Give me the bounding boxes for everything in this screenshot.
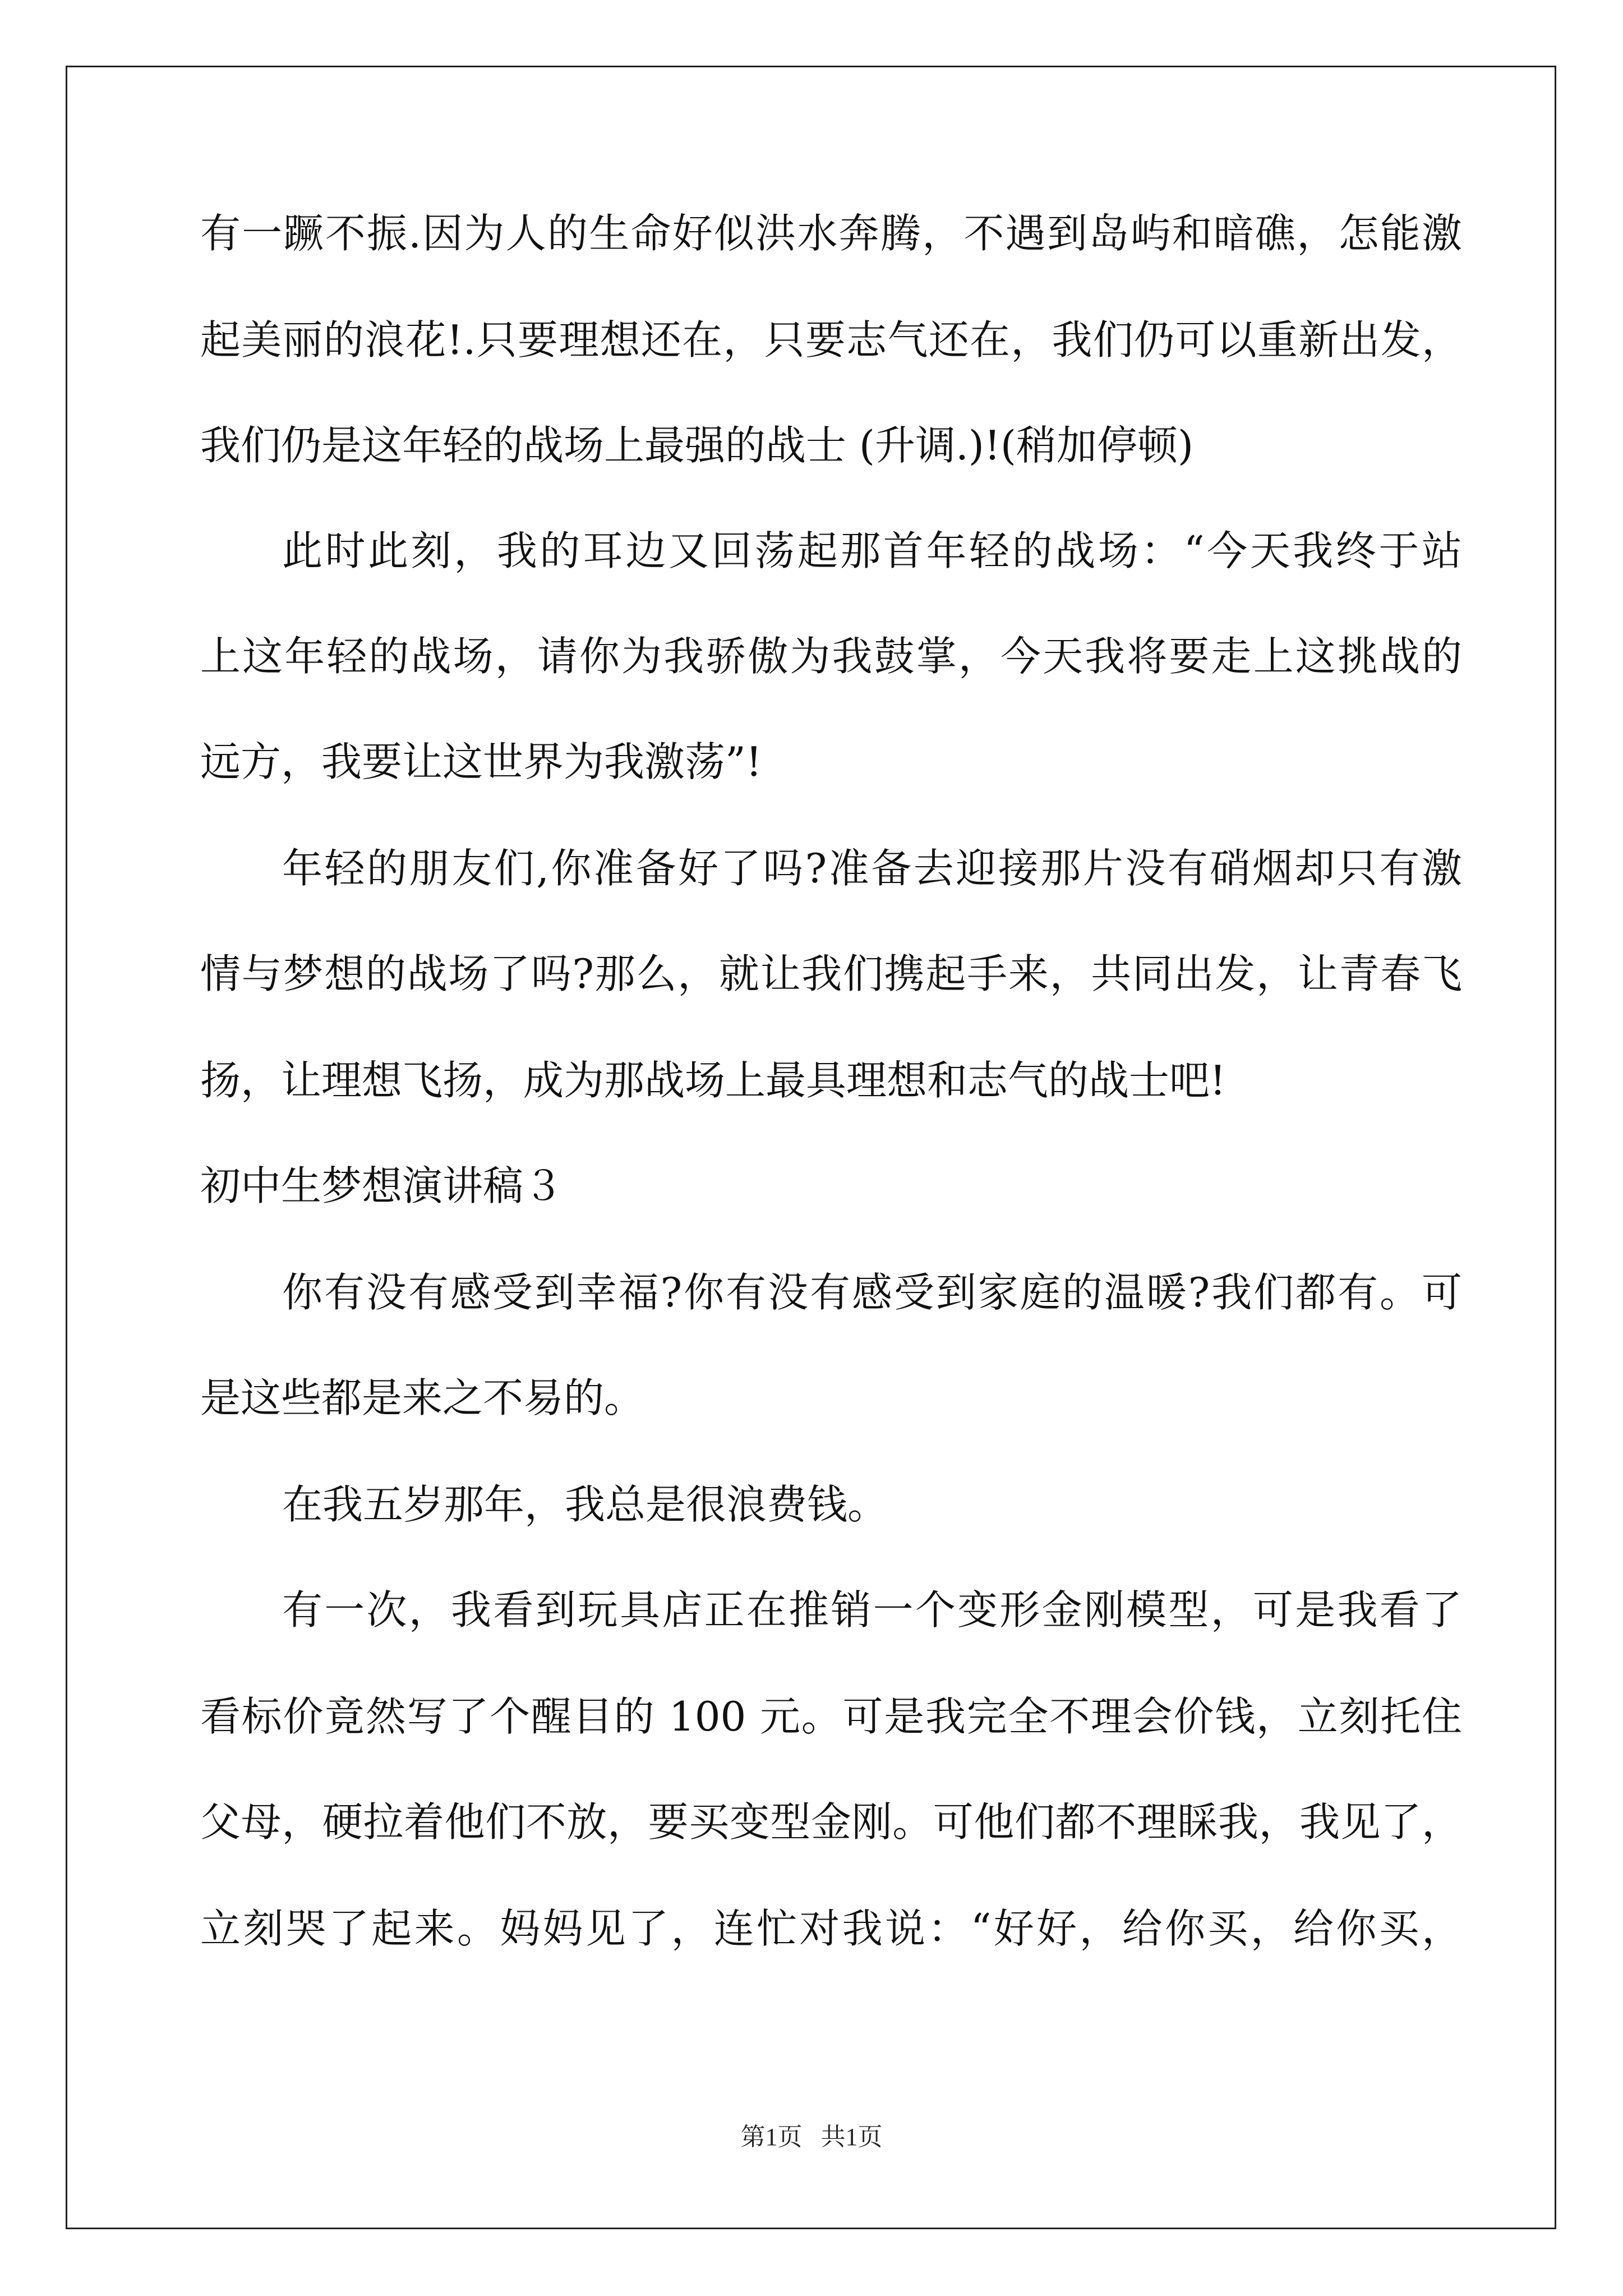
text-line-2: 起美丽的浪花!.只要理想还在，只要志气还在，我们仍可以重新出发， <box>200 316 1462 364</box>
text-line-15: 看标价竟然写了个醒目的 100 元。可是我完全不理会价钱，立刻托住 <box>200 1693 1462 1740</box>
text-line-16: 父母，硬拉着他们不放，要买变型金刚。可他们都不理睬我，我见了， <box>200 1798 1462 1846</box>
text-line-6: 远方，我要让这世界为我激荡”! <box>200 738 762 785</box>
paragraph-first-line: 在我五岁那年，我总是很浪费钱。 <box>282 1481 888 1528</box>
text-line-5: 上这年轻的战场，请你为我骄傲为我鼓掌，今天我将要走上这挑战的 <box>200 633 1462 680</box>
document-body <box>200 210 1462 1952</box>
paragraph-first-line: 年轻的朋友们,你准备好了吗?准备去迎接那片没有硝烟却只有激 <box>282 845 1462 892</box>
page-footer: 第1页 共1页 <box>740 2123 883 2151</box>
text-line-1: 有一蹶不振.因为人的生命好似洪水奔腾，不遇到岛屿和暗礁，怎能激 <box>200 210 1462 257</box>
paragraph-first-line: 有一次，我看到玩具店正在推销一个变形金刚模型，可是我看了 <box>282 1586 1462 1634</box>
text-line-8: 情与梦想的战场了吗?那么，就让我们携起手来，共同出发，让青春飞 <box>200 950 1462 997</box>
text-line-12: 是这些都是来之不易的。 <box>200 1374 645 1421</box>
section-heading: 初中生梦想演讲稿３ <box>200 1162 564 1209</box>
text-line-9: 扬，让理想飞扬，成为那战场上最具理想和志气的战士吧! <box>200 1057 1226 1104</box>
text-line-3: 我们仍是这年轻的战场上最强的战士 (升调.)!(稍加停顿) <box>200 422 1194 469</box>
text-line-17: 立刻哭了起来。妈妈见了，连忙对我说：“好好，给你买，给你买， <box>200 1905 1462 1952</box>
paragraph-first-line: 此时此刻，我的耳边又回荡起那首年轻的战场：“今天我终于站 <box>282 527 1462 574</box>
paragraph-first-line: 你有没有感受到幸福?你有没有感受到家庭的温暖?我们都有。可 <box>282 1269 1462 1316</box>
